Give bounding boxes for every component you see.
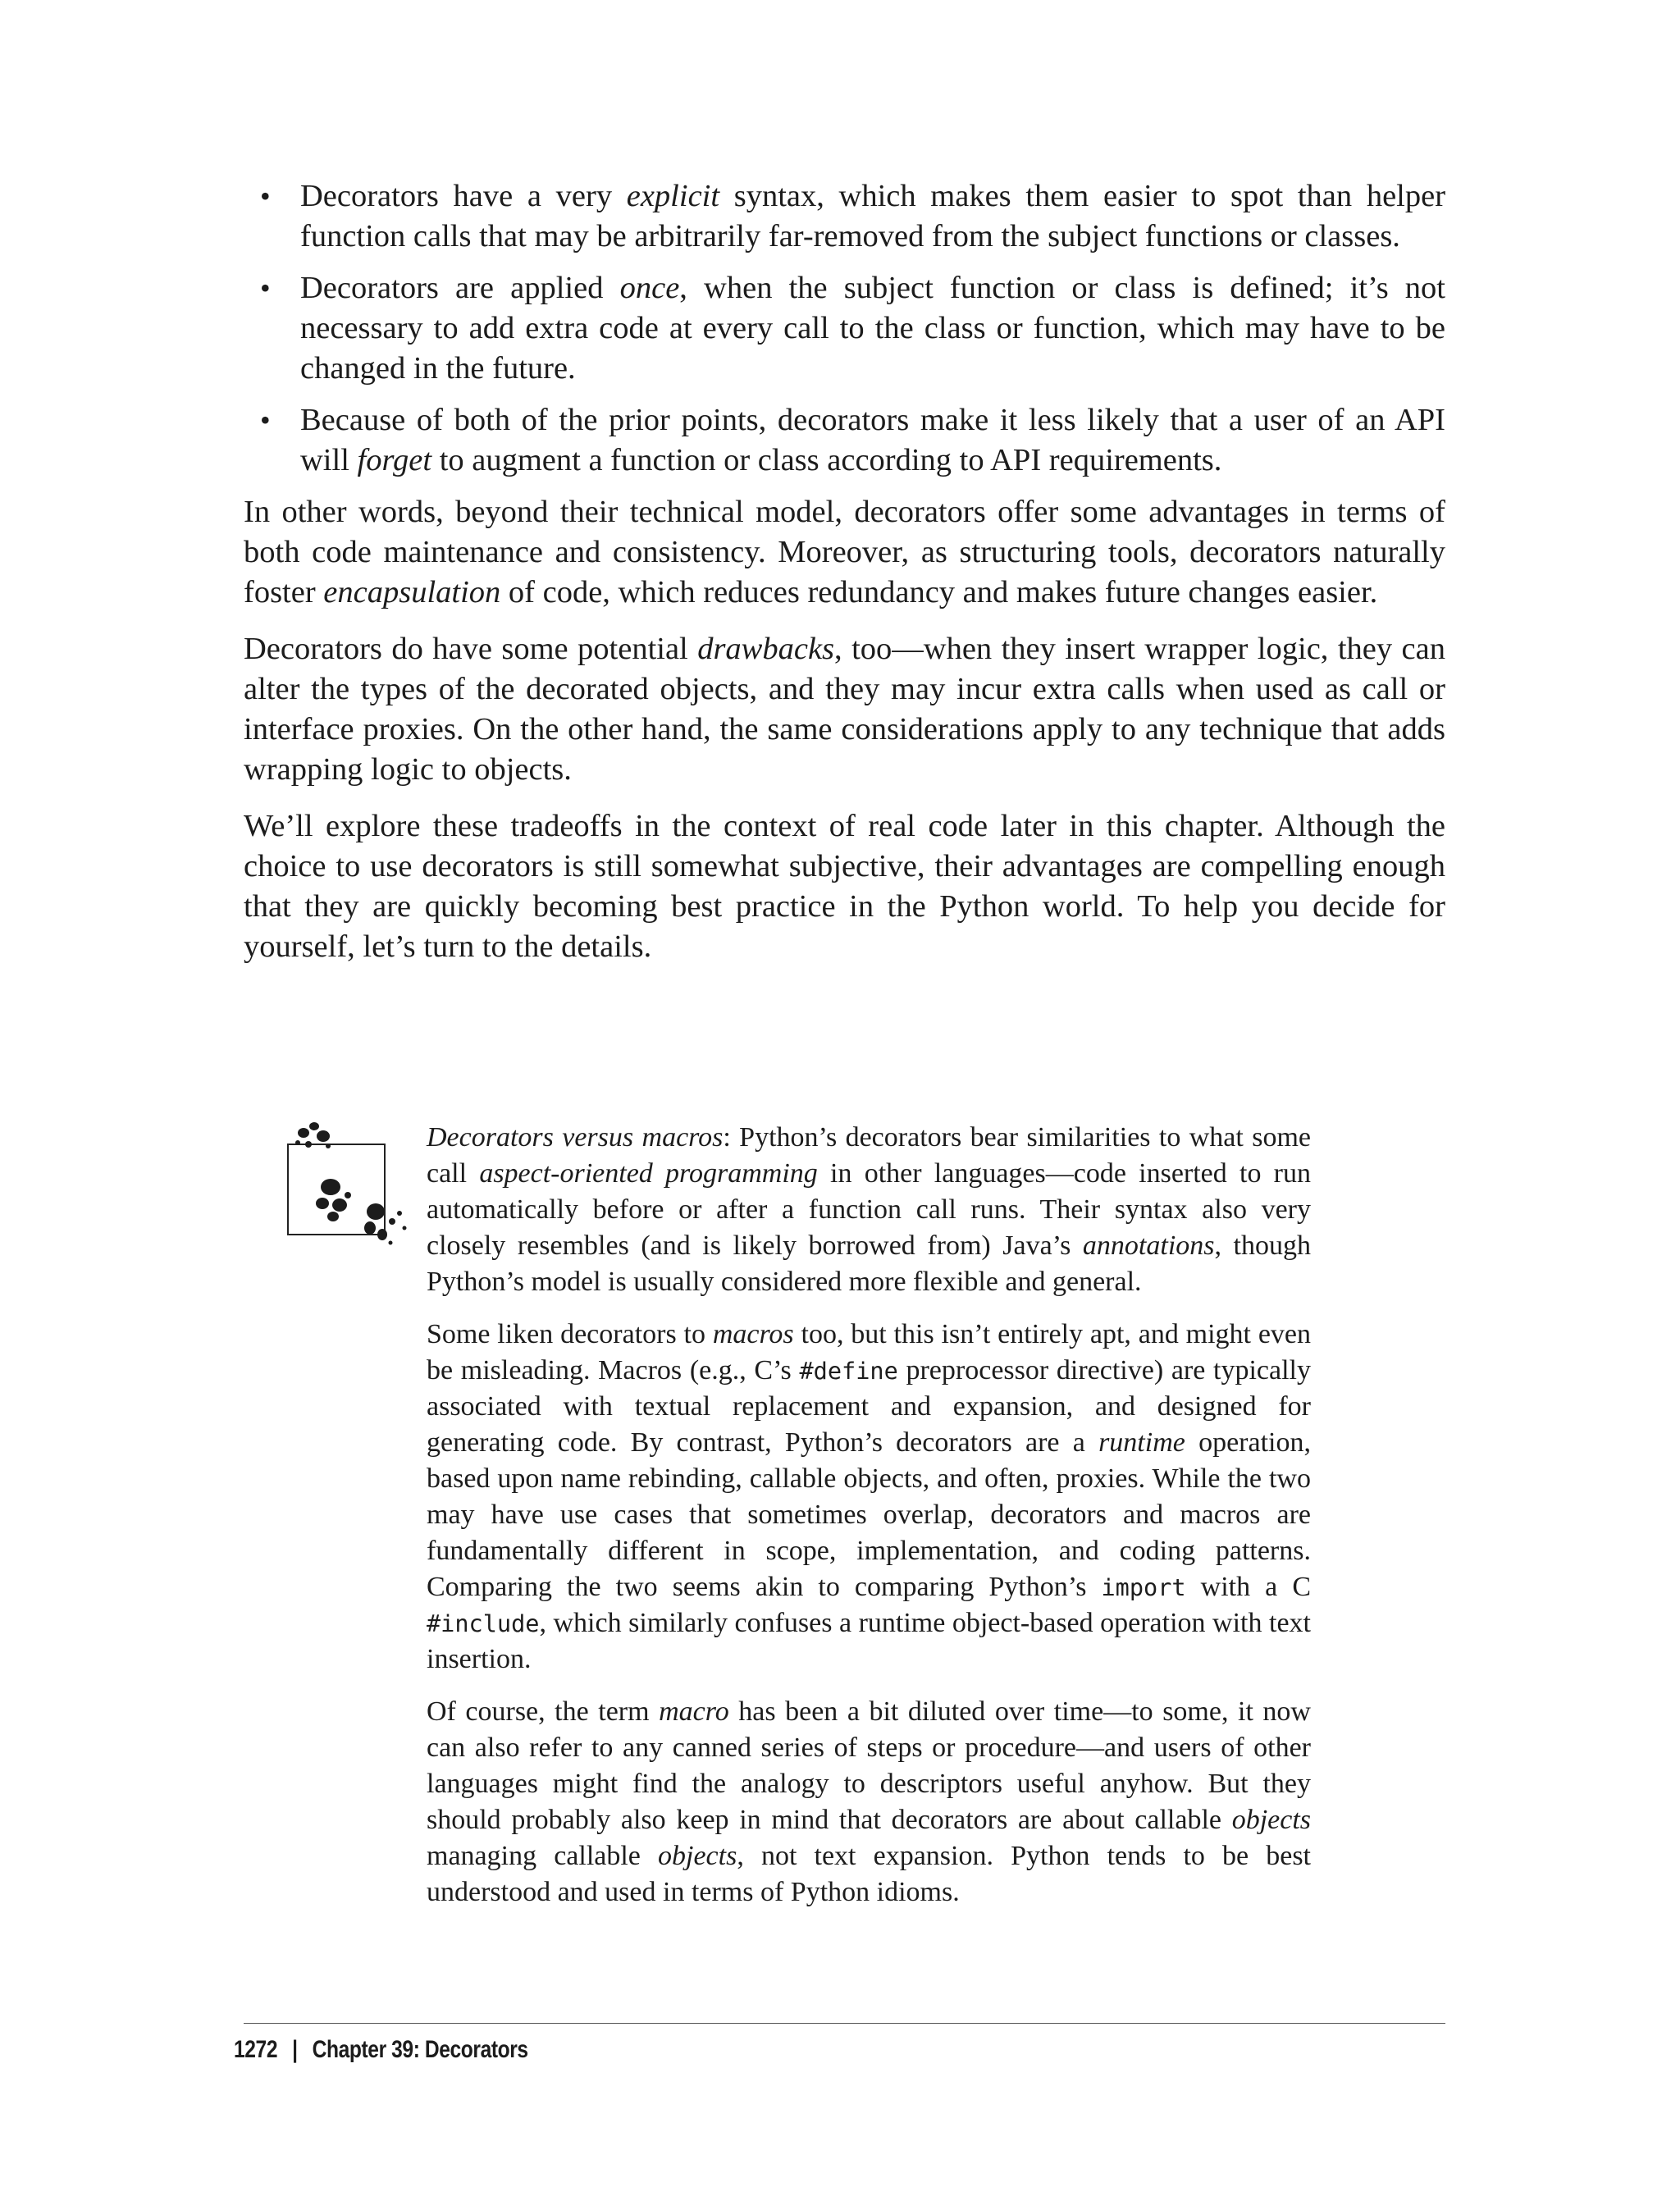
paragraph-advantages: In other words, beyond their technical model, decorators offer some advantages in terms of both code maintenance and consistency. Moreover, as structuring tools, decorators naturally foster encapsulation of code, which reduces redundancy and makes future changes easier. [244,495,1445,609]
note-paragraph: Of course, the term macro has been a bit diluted over time—to some, it now can also refer to any canned series of steps or procedure—and users of other languages might find the analogy to descriptors useful anyhow. But they should probably also keep in mind that decorators are about callable objects managing callable objects, not text expansion. Python tends to be best understood and used in terms of Python idioms. [427,1696,1311,1907]
chapter-title: Chapter 39: Decorators [312,2036,528,2063]
main-text-column [244,176,1445,984]
note-paragraph: Some liken decorators to macros too, but this isn’t entirely apt, and might even be misleading. Macros (e.g., C’s #define preprocessor directive) are typically associated with textual replacement and expansion, and designed for generating code. By contrast, Python’s decorators are a runtime operation, based upon name rebinding, callable objects, and often, proxies. While the two may have use cases that sometimes overlap, decorators and macros are fundamentally different in scope, implementation, and coding patterns. Comparing the two seems akin to comparing Python’s import with a C #include, which similarly confuses a runtime object-based operation with text insertion. [427,1319,1311,1674]
footer-rule [244,2023,1445,2024]
list-item: • Because of both of the prior points, decorators make it less likely that a user of an API will forget to augment a function or class according to API requirements. [244,400,1445,481]
note-body [427,1120,1311,1927]
raccoon-note-icon [285,1120,425,1259]
list-item: • Decorators have a very explicit syntax, which makes them easier to spot than helper function calls that may be arbitrarily far-removed from the subject functions or classes. [244,176,1445,257]
footer-separator: | [292,2036,298,2063]
page-number: 1272 [234,2036,278,2063]
paragraph-tradeoffs: We’ll explore these tradeoffs in the context of real code later in this chapter. Although the choice to use decorators is still somewhat subjective, their advantages are compelling enough that they are quickly becoming best practice in the Python world. To help you decide for yourself, let’s turn to the details. [244,809,1445,964]
page-footer [234,2036,528,2064]
bullet-icon: • [260,272,271,304]
note-paragraph: Decorators versus macros: Python’s decorators bear similarities to what some call aspect-oriented programming in other languages—code inserted to run automatically before or after a function call runs. Their syntax also very closely resembles (and is likely borrowed from) Java’s annotations, though Python’s model is usually considered more flexible and general. [427,1122,1312,1297]
bullet-icon: • [260,404,271,436]
bullet-icon: • [260,180,271,212]
advantages-list [244,176,1445,481]
list-item: • Decorators are applied once, when the subject function or class is defined; it’s not necessary to add extra code at every call to the class or function, which may have to be changed in the future. [244,268,1445,389]
paragraph-drawbacks: Decorators do have some potential drawbacks, too—when they insert wrapper logic, they can alter the types of the decorated objects, and they may incur extra calls when used as call or interface proxies. On the other hand, the same considerations apply to any technique that adds wrapping logic to objects. [244,632,1445,787]
